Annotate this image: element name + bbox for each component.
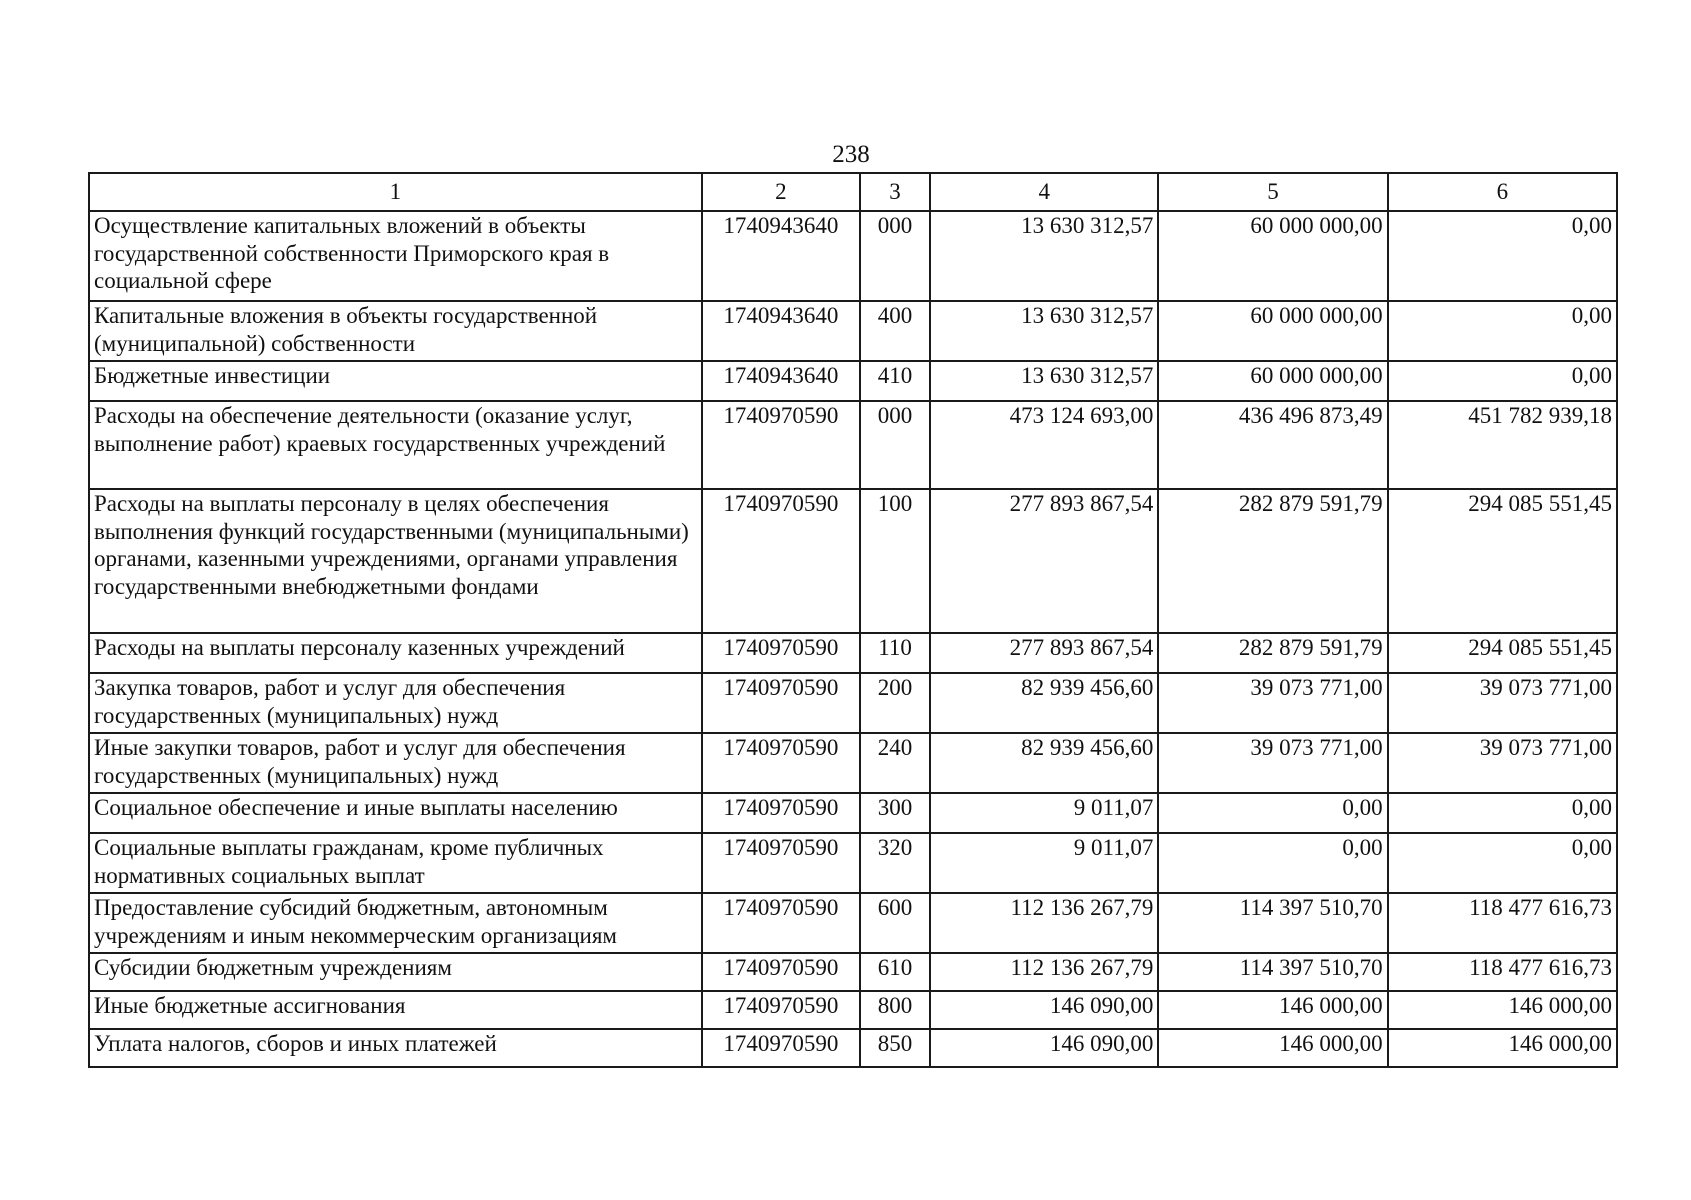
row-amount-6: 294 085 551,45: [1388, 489, 1617, 633]
table-row: [89, 893, 1617, 953]
row-kvr: 600: [860, 893, 930, 953]
row-amount-4: 82 939 456,60: [930, 673, 1158, 733]
row-amount-5: 282 879 591,79: [1158, 489, 1387, 633]
table-row: [89, 301, 1617, 361]
row-code: 1740970590: [702, 733, 860, 793]
row-kvr: 200: [860, 673, 930, 733]
row-amount-5: 114 397 510,70: [1158, 953, 1387, 991]
budget-table: [88, 172, 1618, 1068]
row-code: 1740970590: [702, 953, 860, 991]
row-amount-5: 60 000 000,00: [1158, 211, 1387, 301]
row-name: Закупка товаров, работ и услуг для обеспечения государственных (муниципальных) нужд: [89, 673, 702, 733]
row-name: Бюджетные инвестиции: [89, 361, 702, 401]
column-header: 2: [702, 173, 860, 211]
row-name: Предоставление субсидий бюджетным, автономным учреждениям и иным некоммерческим организациям: [89, 893, 702, 953]
table-row: [89, 361, 1617, 401]
row-code: 1740943640: [702, 301, 860, 361]
row-amount-4: 146 090,00: [930, 991, 1158, 1029]
row-amount-5: 0,00: [1158, 793, 1387, 833]
row-amount-6: 118 477 616,73: [1388, 893, 1617, 953]
row-amount-4: 112 136 267,79: [930, 893, 1158, 953]
row-code: 1740970590: [702, 633, 860, 673]
row-amount-4: 112 136 267,79: [930, 953, 1158, 991]
row-amount-6: 146 000,00: [1388, 991, 1617, 1029]
row-amount-6: 0,00: [1388, 793, 1617, 833]
row-amount-4: 9 011,07: [930, 793, 1158, 833]
row-amount-6: 451 782 939,18: [1388, 401, 1617, 489]
row-code: 1740970590: [702, 991, 860, 1029]
row-amount-6: 39 073 771,00: [1388, 673, 1617, 733]
row-amount-4: 13 630 312,57: [930, 361, 1158, 401]
row-amount-5: 39 073 771,00: [1158, 733, 1387, 793]
row-amount-5: 146 000,00: [1158, 991, 1387, 1029]
column-header: 4: [930, 173, 1158, 211]
column-header: 5: [1158, 173, 1387, 211]
row-amount-5: 282 879 591,79: [1158, 633, 1387, 673]
row-amount-4: 82 939 456,60: [930, 733, 1158, 793]
table-row: [89, 733, 1617, 793]
row-amount-6: 0,00: [1388, 301, 1617, 361]
row-kvr: 800: [860, 991, 930, 1029]
row-kvr: 400: [860, 301, 930, 361]
row-kvr: 000: [860, 211, 930, 301]
page-number: 238: [832, 141, 870, 168]
table-row: [89, 991, 1617, 1029]
column-header: 1: [89, 173, 702, 211]
row-amount-5: 60 000 000,00: [1158, 361, 1387, 401]
row-amount-6: 39 073 771,00: [1388, 733, 1617, 793]
table-row: [89, 633, 1617, 673]
row-code: 1740970590: [702, 893, 860, 953]
row-name: Расходы на выплаты персоналу казенных учреждений: [89, 633, 702, 673]
row-name: Социальное обеспечение и иные выплаты населению: [89, 793, 702, 833]
table-row: [89, 953, 1617, 991]
row-code: 1740970590: [702, 489, 860, 633]
table-row: [89, 673, 1617, 733]
row-amount-6: 118 477 616,73: [1388, 953, 1617, 991]
table-row: [89, 793, 1617, 833]
row-code: 1740970590: [702, 1029, 860, 1067]
row-amount-6: 0,00: [1388, 833, 1617, 893]
row-name: Уплата налогов, сборов и иных платежей: [89, 1029, 702, 1067]
row-amount-4: 277 893 867,54: [930, 633, 1158, 673]
row-name: Расходы на обеспечение деятельности (оказание услуг, выполнение работ) краевых государственных учреждений: [89, 401, 702, 489]
table-row: [89, 211, 1617, 301]
row-code: 1740970590: [702, 673, 860, 733]
table-row: [89, 833, 1617, 893]
row-name: Субсидии бюджетным учреждениям: [89, 953, 702, 991]
row-amount-4: 473 124 693,00: [930, 401, 1158, 489]
column-header: 6: [1388, 173, 1617, 211]
table-row: [89, 1029, 1617, 1067]
row-amount-4: 146 090,00: [930, 1029, 1158, 1067]
row-code: 1740943640: [702, 211, 860, 301]
row-amount-5: 0,00: [1158, 833, 1387, 893]
row-amount-5: 39 073 771,00: [1158, 673, 1387, 733]
table-row: [89, 401, 1617, 489]
row-amount-4: 13 630 312,57: [930, 211, 1158, 301]
row-kvr: 610: [860, 953, 930, 991]
row-amount-6: 146 000,00: [1388, 1029, 1617, 1067]
row-amount-4: 9 011,07: [930, 833, 1158, 893]
row-name: Осуществление капитальных вложений в объекты государственной собственности Приморского края в социальной сфере: [89, 211, 702, 301]
row-amount-5: 146 000,00: [1158, 1029, 1387, 1067]
row-kvr: 300: [860, 793, 930, 833]
row-amount-6: 0,00: [1388, 361, 1617, 401]
row-code: 1740970590: [702, 401, 860, 489]
row-amount-4: 13 630 312,57: [930, 301, 1158, 361]
row-name: Иные закупки товаров, работ и услуг для обеспечения государственных (муниципальных) нужд: [89, 733, 702, 793]
row-name: Капитальные вложения в объекты государственной (муниципальной) собственности: [89, 301, 702, 361]
row-amount-6: 0,00: [1388, 211, 1617, 301]
row-amount-5: 436 496 873,49: [1158, 401, 1387, 489]
row-amount-5: 114 397 510,70: [1158, 893, 1387, 953]
row-kvr: 850: [860, 1029, 930, 1067]
row-amount-5: 60 000 000,00: [1158, 301, 1387, 361]
row-name: Иные бюджетные ассигнования: [89, 991, 702, 1029]
column-header: 3: [860, 173, 930, 211]
row-kvr: 240: [860, 733, 930, 793]
row-kvr: 410: [860, 361, 930, 401]
row-kvr: 000: [860, 401, 930, 489]
row-amount-6: 294 085 551,45: [1388, 633, 1617, 673]
row-kvr: 110: [860, 633, 930, 673]
row-code: 1740970590: [702, 833, 860, 893]
row-name: Расходы на выплаты персоналу в целях обеспечения выполнения функций государственными (муниципальными) органами, казенными учреждениями, органами управления государственными внебюджетными фондами: [89, 489, 702, 633]
table-row: [89, 489, 1617, 633]
row-code: 1740970590: [702, 793, 860, 833]
header-row: [89, 173, 1617, 211]
row-code: 1740943640: [702, 361, 860, 401]
row-amount-4: 277 893 867,54: [930, 489, 1158, 633]
row-kvr: 320: [860, 833, 930, 893]
row-name: Социальные выплаты гражданам, кроме публичных нормативных социальных выплат: [89, 833, 702, 893]
row-kvr: 100: [860, 489, 930, 633]
